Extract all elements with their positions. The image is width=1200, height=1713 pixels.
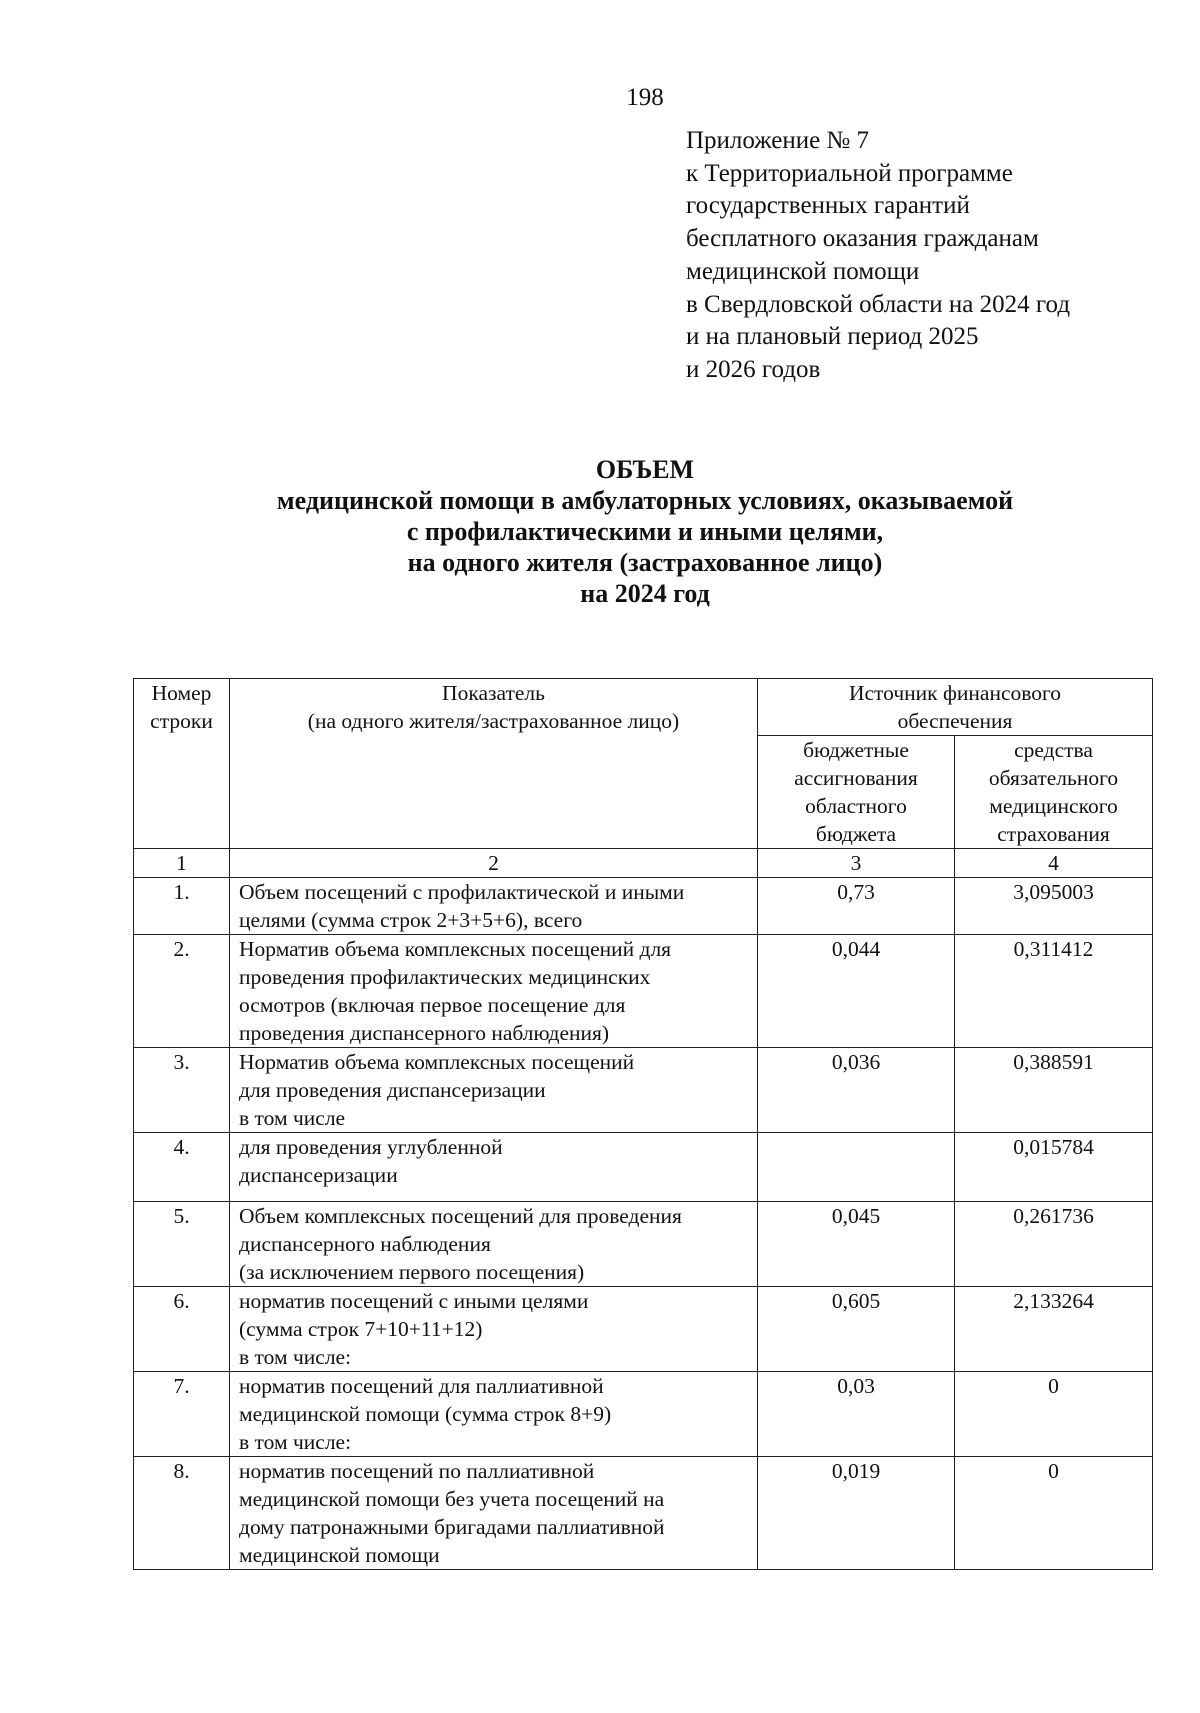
row-indicator — [230, 1048, 758, 1133]
table-row — [134, 1048, 1153, 1133]
header-indicator — [230, 679, 758, 849]
row-budget-value: 0,73 — [758, 878, 955, 935]
row-indicator — [230, 1457, 758, 1570]
indicator-line: в том числе: — [239, 1345, 352, 1369]
document-title — [0, 454, 1200, 609]
indicator-line: (за исключением первого посещения) — [239, 1260, 585, 1284]
row-number: 6. — [134, 1287, 230, 1372]
header-text: бюджетные — [803, 738, 909, 762]
appendix-note — [686, 125, 1186, 387]
row-number: 8. — [134, 1457, 230, 1570]
row-indicator — [230, 1202, 758, 1287]
table-row — [134, 1372, 1153, 1457]
title-line: ОБЪЕМ — [595, 455, 695, 484]
row-budget-value: 0,036 — [758, 1048, 955, 1133]
row-oms-value: 3,095003 — [955, 878, 1153, 935]
table-row — [134, 1202, 1153, 1287]
appendix-line: в Свердловской области на 2024 год — [686, 290, 1071, 318]
indicator-line: Объем посещений с профилактической и иными — [239, 880, 685, 904]
indicator-line: для проведения углубленной — [239, 1135, 503, 1159]
row-indicator — [230, 1372, 758, 1457]
indicator-line: медицинской помощи (сумма строк 8+9) — [239, 1402, 612, 1426]
table-row — [134, 1457, 1153, 1570]
row-oms-value: 0,015784 — [955, 1133, 1153, 1202]
row-oms-value: 0,388591 — [955, 1048, 1153, 1133]
table-row — [134, 1133, 1153, 1202]
header-text: областного — [805, 794, 907, 818]
column-number: 1 — [134, 849, 230, 878]
appendix-line: и 2026 годов — [686, 355, 821, 383]
indicator-line: норматив посещений для паллиативной — [239, 1374, 604, 1398]
row-budget-value: 0,605 — [758, 1287, 955, 1372]
title-line: с профилактическими и иными целями, — [406, 517, 884, 546]
row-indicator — [230, 878, 758, 935]
column-number: 4 — [955, 849, 1153, 878]
title-line: медицинской помощи в амбулаторных условиях, оказываемой — [276, 486, 1014, 515]
table-row — [134, 935, 1153, 1048]
table-row — [134, 878, 1153, 935]
table-row — [134, 1287, 1153, 1372]
header-oms — [955, 736, 1153, 849]
header-text: обязательного — [988, 766, 1119, 790]
indicator-line: диспансерного наблюдения — [239, 1232, 491, 1256]
row-indicator — [230, 935, 758, 1048]
appendix-line: бесплатного оказания гражданам — [686, 225, 1039, 253]
indicator-line: (сумма строк 7+10+11+12) — [239, 1317, 483, 1341]
indicator-line: проведения профилактических медицинских — [239, 965, 651, 989]
indicator-line: осмотров (включая первое посещение для — [239, 993, 626, 1017]
row-oms-value: 0 — [955, 1457, 1153, 1570]
row-number: 5. — [134, 1202, 230, 1287]
page-number: 198 — [626, 84, 664, 111]
header-text: бюджета — [815, 822, 897, 846]
column-number: 2 — [230, 849, 758, 878]
header-row-number — [134, 679, 230, 849]
row-oms-value: 2,133264 — [955, 1287, 1153, 1372]
header-text: средства — [1014, 738, 1093, 762]
row-budget-value: 0,019 — [758, 1457, 955, 1570]
indicator-line: в том числе — [239, 1106, 346, 1130]
row-indicator — [230, 1287, 758, 1372]
row-budget-value: 0,044 — [758, 935, 955, 1048]
header-text: обеспечения — [897, 709, 1013, 733]
row-number: 4. — [134, 1133, 230, 1202]
column-number-row — [134, 849, 1153, 878]
indicator-line: целями (сумма строк 2+3+5+6), всего — [239, 908, 583, 932]
row-indicator — [230, 1133, 758, 1202]
row-oms-value: 0 — [955, 1372, 1153, 1457]
appendix-line: Приложение № 7 — [686, 127, 870, 154]
appendix-line: и на плановый период 2025 — [686, 323, 979, 351]
row-budget-value: 0,03 — [758, 1372, 955, 1457]
header-text: медицинского — [989, 794, 1118, 818]
indicator-line: медицинской помощи без учета посещений на — [239, 1487, 665, 1511]
row-oms-value: 0,311412 — [955, 935, 1153, 1048]
header-text: ассигнования — [794, 766, 918, 790]
row-budget-value — [758, 1133, 955, 1202]
title-line: на 2024 год — [580, 579, 710, 608]
indicator-line: в том числе: — [239, 1430, 352, 1454]
appendix-line: медицинской помощи — [686, 257, 920, 285]
indicator-line: проведения диспансерного наблюдения) — [239, 1021, 610, 1045]
indicator-line: Норматив объема комплексных посещений для — [239, 937, 672, 961]
volume-table — [133, 678, 1153, 1570]
indicator-line: диспансеризации — [239, 1163, 398, 1187]
row-budget-value: 0,045 — [758, 1202, 955, 1287]
indicator-line: медицинской помощи — [239, 1543, 440, 1567]
header-text: (на одного жителя/застрахованное лицо) — [307, 709, 680, 733]
appendix-line: к Территориальной программе — [686, 159, 1013, 187]
row-number: 3. — [134, 1048, 230, 1133]
title-line: на одного жителя (застрахованное лицо) — [407, 548, 883, 577]
indicator-line: для проведения диспансеризации — [239, 1078, 546, 1102]
indicator-line: дому патронажными бригадами паллиативной — [239, 1515, 665, 1539]
indicator-line: норматив посещений по паллиативной — [239, 1459, 595, 1483]
appendix-line: государственных гарантий — [686, 192, 970, 220]
indicator-line: Объем комплексных посещений для проведения — [239, 1204, 682, 1228]
table-header-row — [134, 679, 1153, 736]
row-number: 7. — [134, 1372, 230, 1457]
row-number: 1. — [134, 878, 230, 935]
header-budget — [758, 736, 955, 849]
header-text: Номер — [151, 681, 212, 705]
header-text: Источник финансового — [848, 681, 1062, 705]
header-text: страхования — [997, 822, 1110, 846]
header-funding-source — [758, 679, 1153, 736]
row-number: 2. — [134, 935, 230, 1048]
indicator-line: Норматив объема комплексных посещений — [239, 1050, 635, 1074]
row-oms-value: 0,261736 — [955, 1202, 1153, 1287]
header-text: Показатель — [442, 681, 545, 705]
column-number: 3 — [758, 849, 955, 878]
header-text: строки — [150, 709, 213, 733]
indicator-line: норматив посещений с иными целями — [239, 1289, 589, 1313]
